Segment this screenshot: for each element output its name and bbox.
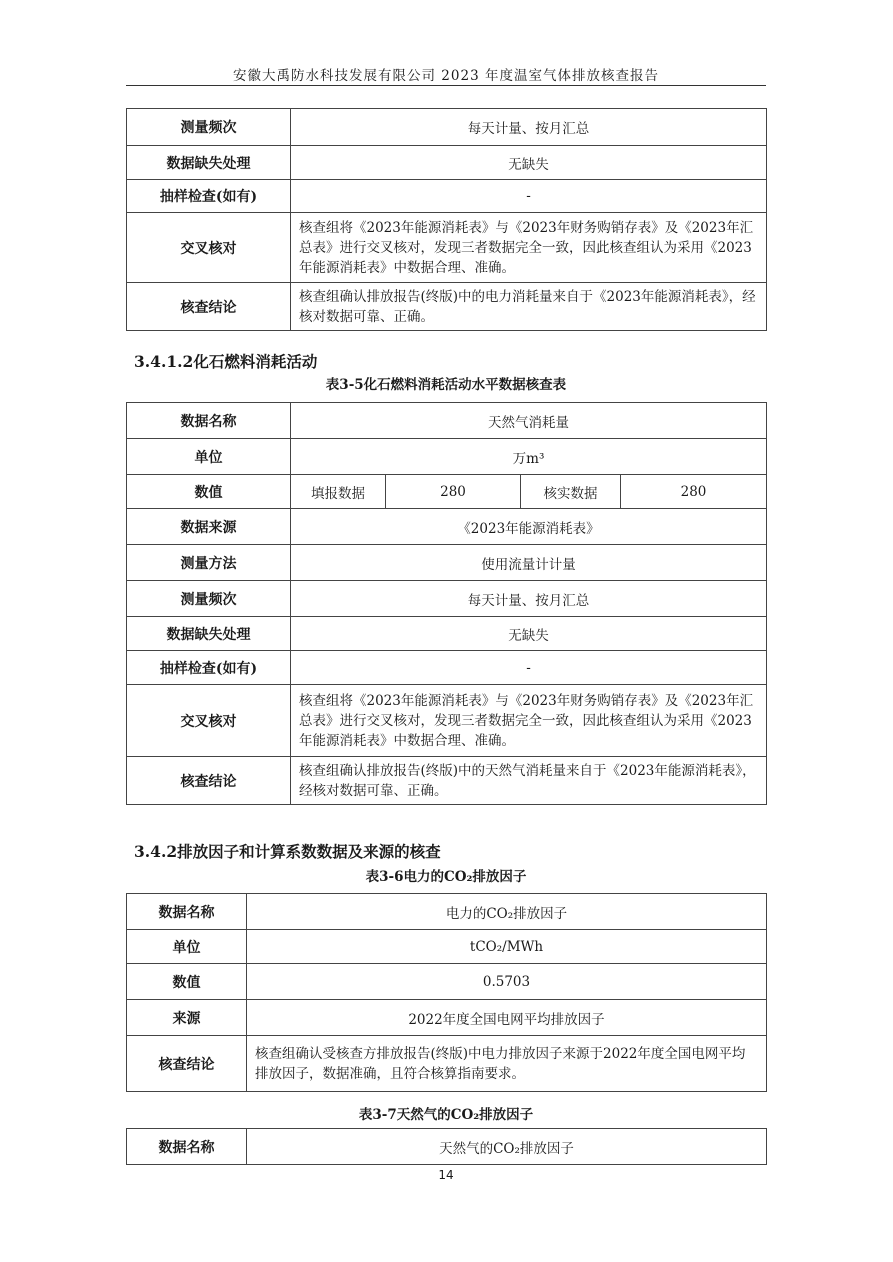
table-row xyxy=(127,617,767,651)
table-row xyxy=(127,685,767,757)
row-label: 数据名称 xyxy=(127,894,247,930)
row-value: 核查组确认受核查方排放报告(终版)中电力排放因子来源于2022年度全国电网平均排放因子，数据准确，且符合核算指南要求。 xyxy=(247,1036,767,1092)
table-row xyxy=(127,894,767,930)
row-value: 0.5703 xyxy=(247,964,767,1000)
row-label: 核查结论 xyxy=(127,283,291,331)
row-value: 每天计量、按月汇总 xyxy=(291,581,767,617)
row-label: 数据名称 xyxy=(127,403,291,439)
row-value: 每天计量、按月汇总 xyxy=(291,109,767,146)
page-header: 安徽大禹防水科技发展有限公司 2023 年度温室气体排放核查报告 xyxy=(126,64,766,86)
row-label: 抽样检查(如有) xyxy=(127,180,291,213)
table-caption-3-5: 表3-5化石燃料消耗活动水平数据核查表 xyxy=(325,377,567,393)
row-value: 万m³ xyxy=(291,439,767,475)
row-label: 测量频次 xyxy=(127,109,291,146)
table-row xyxy=(127,475,767,509)
table-row xyxy=(127,964,767,1000)
row-value: 核查组将《2023年能源消耗表》与《2023年财务购销存表》及《2023年汇总表》进行交叉核对，发现三者数据完全一致，因此核查组认为采用《2023年能源消耗表》中数据合理、准确。 xyxy=(291,685,767,757)
row-value: tCO₂/MWh xyxy=(247,930,767,964)
row-label: 交叉核对 xyxy=(127,685,291,757)
row-label: 单位 xyxy=(127,439,291,475)
row-value: 核查组确认排放报告(终版)中的天然气消耗量来自于《2023年能源消耗表》，经核对数据可靠、正确。 xyxy=(291,757,767,805)
verified-value: 280 xyxy=(621,475,767,509)
table-row xyxy=(127,283,767,331)
table-row xyxy=(127,439,767,475)
table-row xyxy=(127,651,767,685)
row-label: 数值 xyxy=(127,475,291,509)
row-value: 天然气的CO₂排放因子 xyxy=(247,1129,767,1165)
table-3-7 xyxy=(126,1128,767,1165)
row-label: 数据名称 xyxy=(127,1129,247,1165)
table-row xyxy=(127,213,767,283)
row-label: 数值 xyxy=(127,964,247,1000)
row-label: 单位 xyxy=(127,930,247,964)
table-row xyxy=(127,1036,767,1092)
table-row xyxy=(127,509,767,545)
row-label: 数据缺失处理 xyxy=(127,617,291,651)
table-row xyxy=(127,1129,767,1165)
row-value: 2022年度全国电网平均排放因子 xyxy=(247,1000,767,1036)
row-value: 天然气消耗量 xyxy=(291,403,767,439)
row-label: 交叉核对 xyxy=(127,213,291,283)
table-row xyxy=(127,581,767,617)
row-value: 核查组确认排放报告(终版)中的电力消耗量来自于《2023年能源消耗表》，经核对数据可靠、正确。 xyxy=(291,283,767,331)
table-caption-3-7: 表3-7天然气的CO₂排放因子 xyxy=(358,1107,534,1123)
row-value: 无缺失 xyxy=(291,617,767,651)
reported-label: 填报数据 xyxy=(291,475,386,509)
row-value: 使用流量计计量 xyxy=(291,545,767,581)
row-label: 抽样检查(如有) xyxy=(127,651,291,685)
row-label: 核查结论 xyxy=(127,1036,247,1092)
table-3-6 xyxy=(126,893,767,1092)
table-row xyxy=(127,757,767,805)
row-value: 无缺失 xyxy=(291,146,767,180)
row-label: 数据来源 xyxy=(127,509,291,545)
row-value: - xyxy=(291,180,767,213)
table-caption-3-6: 表3-6电力的CO₂排放因子 xyxy=(365,869,527,885)
row-label: 核查结论 xyxy=(127,757,291,805)
row-value: 电力的CO₂排放因子 xyxy=(247,894,767,930)
row-value: 《2023年能源消耗表》 xyxy=(291,509,767,545)
table-row xyxy=(127,180,767,213)
table-row xyxy=(127,109,767,146)
table-top-continuation xyxy=(126,108,767,331)
table-row xyxy=(127,146,767,180)
verified-label: 核实数据 xyxy=(521,475,621,509)
table-row xyxy=(127,403,767,439)
section-heading-3412: 3.4.1.2化石燃料消耗活动 xyxy=(134,352,318,371)
row-value: - xyxy=(291,651,767,685)
row-value: 核查组将《2023年能源消耗表》与《2023年财务购销存表》及《2023年汇总表》进行交叉核对，发现三者数据完全一致，因此核查组认为采用《2023年能源消耗表》中数据合理、准确。 xyxy=(291,213,767,283)
table-3-5 xyxy=(126,402,767,805)
reported-value: 280 xyxy=(386,475,521,509)
row-label: 测量方法 xyxy=(127,545,291,581)
table-row xyxy=(127,1000,767,1036)
row-label: 测量频次 xyxy=(127,581,291,617)
section-heading-342: 3.4.2排放因子和计算系数数据及来源的核查 xyxy=(134,842,441,861)
table-row xyxy=(127,545,767,581)
row-label: 来源 xyxy=(127,1000,247,1036)
page-number: 14 xyxy=(438,1168,454,1182)
row-label: 数据缺失处理 xyxy=(127,146,291,180)
table-row xyxy=(127,930,767,964)
